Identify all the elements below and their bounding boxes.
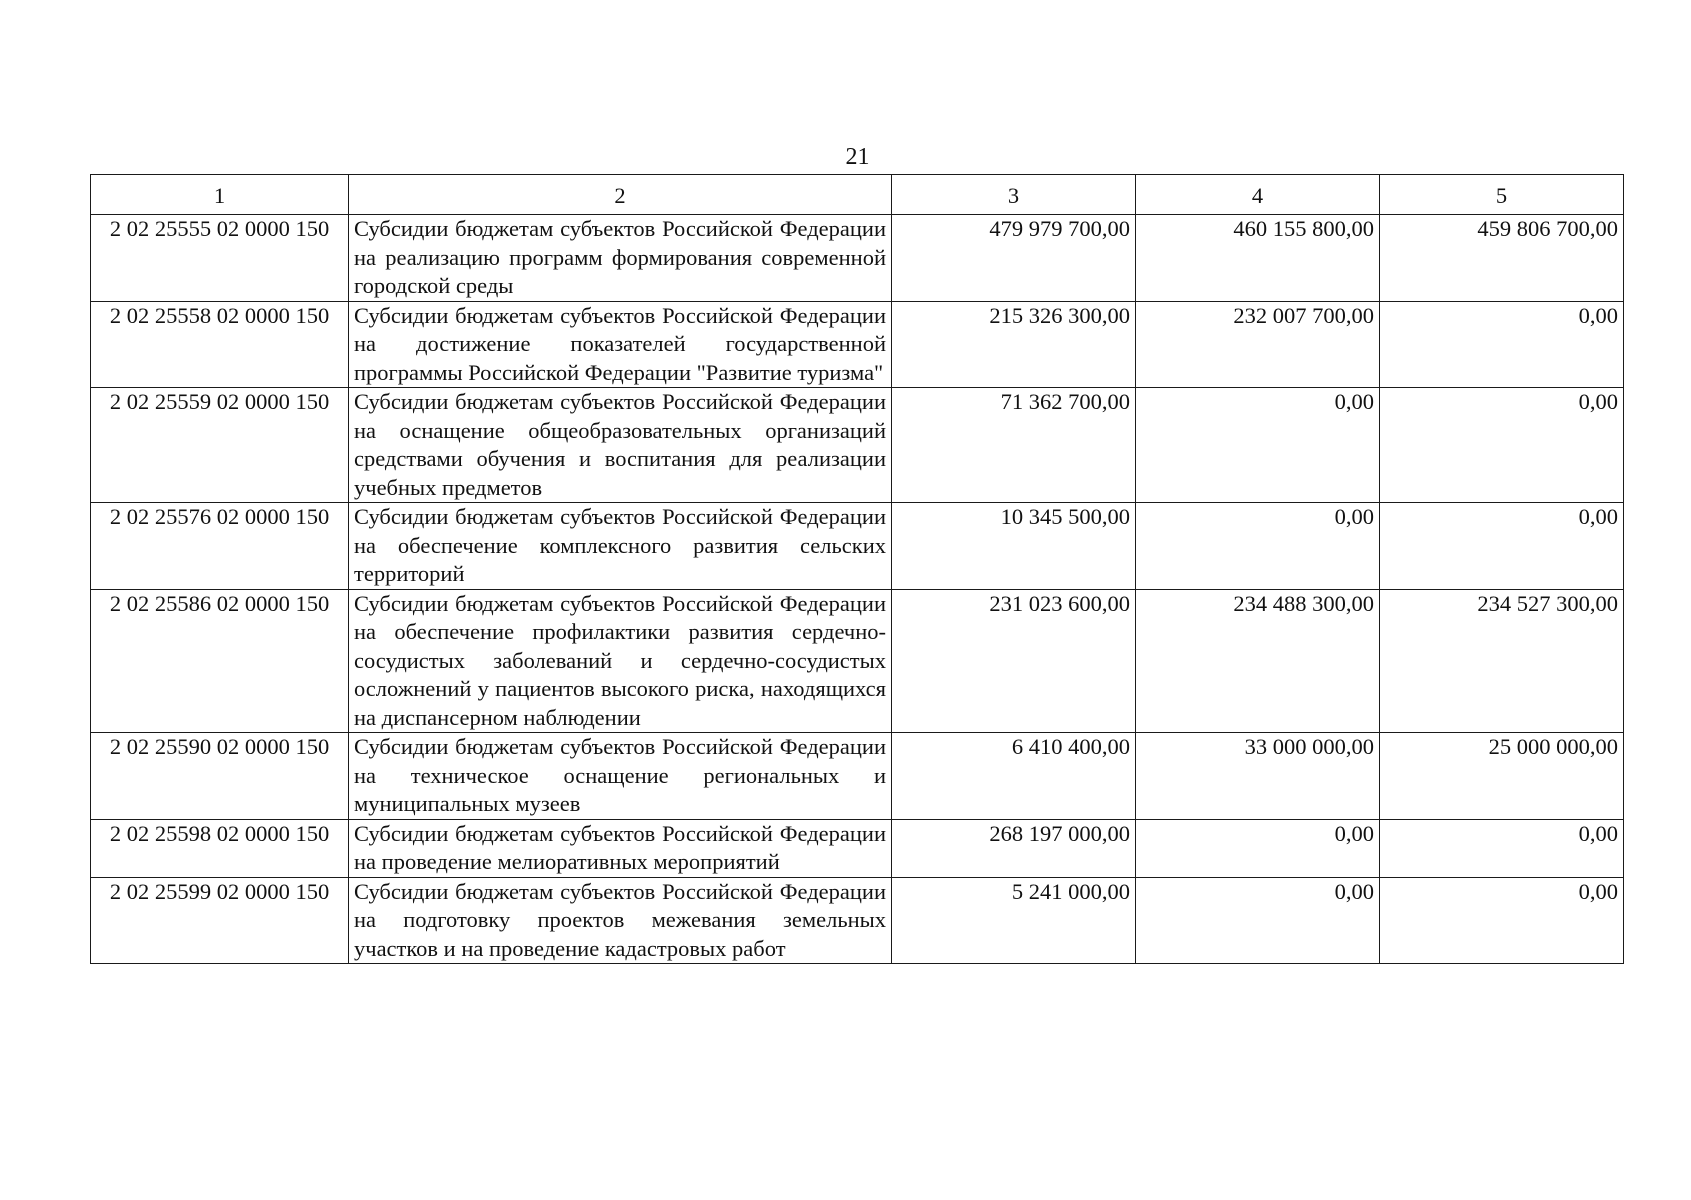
amount-col-5: 25 000 000,00 [1380, 733, 1624, 820]
column-header-5: 5 [1380, 175, 1624, 215]
table-row [91, 215, 1624, 302]
table-row [91, 503, 1624, 590]
table-row [91, 301, 1624, 388]
amount-col-4: 234 488 300,00 [1136, 589, 1380, 733]
budget-code: 2 02 25558 02 0000 150 [91, 301, 349, 388]
amount-col-5: 459 806 700,00 [1380, 215, 1624, 302]
amount-col-5: 0,00 [1380, 877, 1624, 964]
budget-code: 2 02 25598 02 0000 150 [91, 819, 349, 877]
table-row [91, 388, 1624, 503]
table-header-row [91, 175, 1624, 215]
row-description: Субсидии бюджетам субъектов Российской Федерации на оснащение общеобразовательных организаций средствами обучения и воспитания для реализации учебных предметов [349, 388, 892, 503]
amount-col-3: 71 362 700,00 [892, 388, 1136, 503]
table-row [91, 733, 1624, 820]
amount-col-4: 460 155 800,00 [1136, 215, 1380, 302]
column-header-3: 3 [892, 175, 1136, 215]
amount-col-3: 6 410 400,00 [892, 733, 1136, 820]
row-description: Субсидии бюджетам субъектов Российской Федерации на обеспечение комплексного развития сельских территорий [349, 503, 892, 590]
row-description: Субсидии бюджетам субъектов Российской Федерации на реализацию программ формирования современной городской среды [349, 215, 892, 302]
amount-col-3: 231 023 600,00 [892, 589, 1136, 733]
budget-code: 2 02 25599 02 0000 150 [91, 877, 349, 964]
page-number: 21 [845, 144, 870, 170]
table-row [91, 819, 1624, 877]
amount-col-5: 0,00 [1380, 388, 1624, 503]
budget-code: 2 02 25586 02 0000 150 [91, 589, 349, 733]
row-description: Субсидии бюджетам субъектов Российской Федерации на проведение мелиоративных мероприятий [349, 819, 892, 877]
budget-code: 2 02 25555 02 0000 150 [91, 215, 349, 302]
amount-col-5: 0,00 [1380, 301, 1624, 388]
amount-col-4: 0,00 [1136, 877, 1380, 964]
amount-col-4: 0,00 [1136, 388, 1380, 503]
column-header-2: 2 [349, 175, 892, 215]
column-header-4: 4 [1136, 175, 1380, 215]
amount-col-4: 0,00 [1136, 503, 1380, 590]
amount-col-5: 234 527 300,00 [1380, 589, 1624, 733]
amount-col-4: 232 007 700,00 [1136, 301, 1380, 388]
budget-code: 2 02 25590 02 0000 150 [91, 733, 349, 820]
amount-col-5: 0,00 [1380, 503, 1624, 590]
row-description: Субсидии бюджетам субъектов Российской Федерации на достижение показателей государственной программы Российской Федерации "Развитие туризма" [349, 301, 892, 388]
amount-col-5: 0,00 [1380, 819, 1624, 877]
amount-col-3: 215 326 300,00 [892, 301, 1136, 388]
amount-col-4: 33 000 000,00 [1136, 733, 1380, 820]
row-description: Субсидии бюджетам субъектов Российской Федерации на подготовку проектов межевания земельных участков и на проведение кадастровых работ [349, 877, 892, 964]
table-row [91, 589, 1624, 733]
budget-code: 2 02 25576 02 0000 150 [91, 503, 349, 590]
budget-code: 2 02 25559 02 0000 150 [91, 388, 349, 503]
amount-col-3: 5 241 000,00 [892, 877, 1136, 964]
amount-col-3: 10 345 500,00 [892, 503, 1136, 590]
table-row [91, 877, 1624, 964]
amount-col-4: 0,00 [1136, 819, 1380, 877]
column-header-1: 1 [91, 175, 349, 215]
budget-table [90, 174, 1624, 964]
row-description: Субсидии бюджетам субъектов Российской Федерации на техническое оснащение региональных и муниципальных музеев [349, 733, 892, 820]
amount-col-3: 479 979 700,00 [892, 215, 1136, 302]
amount-col-3: 268 197 000,00 [892, 819, 1136, 877]
row-description: Субсидии бюджетам субъектов Российской Федерации на обеспечение профилактики развития сердечно-сосудистых заболеваний и сердечно-сосудистых осложнений у пациентов высокого риска, находящихся на диспансерном наблюдении [349, 589, 892, 733]
